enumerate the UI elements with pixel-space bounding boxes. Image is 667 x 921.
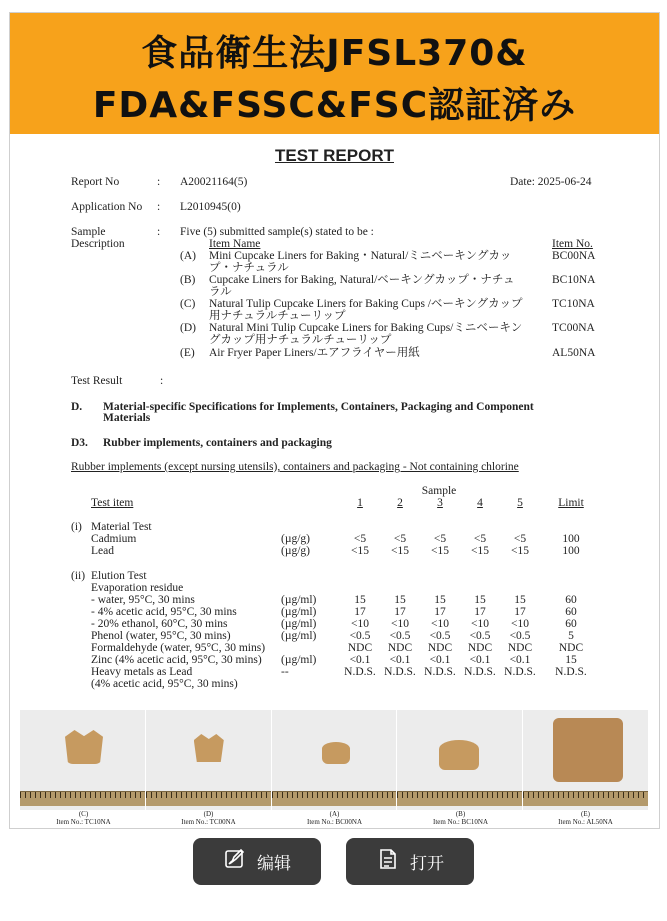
row-unit: (µg/g): [281, 533, 310, 545]
report-title: TEST REPORT: [274, 146, 394, 165]
item-name: Air Fryer Paper Liners/エアフライヤー用紙: [209, 347, 420, 359]
edit-icon: [223, 847, 247, 876]
row-unit: (µg/ml): [281, 606, 317, 618]
row-value: <0.1: [389, 654, 411, 666]
test-result-label: Test Result: [71, 375, 123, 387]
report-date: Date: 2025-06-24: [510, 176, 592, 188]
row-limit: 60: [565, 606, 577, 618]
row-test-item: Heavy metals as Lead: [91, 666, 193, 678]
row-value: N.D.S.: [384, 666, 416, 678]
open-button[interactable]: [346, 838, 474, 885]
row-unit: (µg/ml): [281, 618, 317, 630]
document-icon: [376, 847, 400, 876]
row-value: NDC: [507, 642, 533, 654]
row-test-item: Cadmium: [91, 533, 137, 545]
sample-intro: Five (5) submitted sample(s) stated to be :: [180, 226, 374, 238]
row-value: 15: [394, 594, 406, 606]
row-value: <0.5: [509, 630, 531, 642]
row-value: <15: [471, 545, 489, 557]
ruler: [20, 791, 145, 806]
row-value: NDC: [387, 642, 413, 654]
item-no: TC00NA: [552, 322, 595, 334]
row-test-item: Material Test: [91, 521, 152, 533]
row-value: <0.1: [429, 654, 451, 666]
cupcake-liner-image: [439, 740, 479, 770]
sample-photo: [272, 710, 398, 810]
item-no: BC10NA: [552, 274, 596, 286]
sample-photos: [20, 710, 649, 810]
row-value: <5: [433, 533, 447, 545]
photo-caption: (A) Item No.: BC00NA: [306, 810, 363, 826]
row-value: <15: [431, 545, 449, 557]
item-name-cont: 用ナチュラルチューリップ: [209, 310, 346, 322]
air-fryer-liner-image: [553, 718, 623, 782]
row-value: 15: [474, 594, 486, 606]
tulip-liner-image: [65, 730, 103, 764]
row-value: 17: [514, 606, 526, 618]
row-value: 17: [434, 606, 446, 618]
certification-banner: [10, 13, 659, 134]
photo-caption: (C) Item No.: TC10NA: [56, 810, 111, 826]
row-value: <10: [351, 618, 369, 630]
row-value: 17: [354, 606, 366, 618]
item-no-header: Item No.: [552, 238, 593, 250]
row-test-item: - water, 95°C, 30 mins: [91, 594, 195, 606]
sample-label: Sample: [71, 226, 106, 238]
section-d-title: Material-specific Specifications for Implements, Containers, Packaging and Component: [103, 401, 534, 413]
item-letter: (B): [180, 274, 196, 286]
limit-header: Limit: [558, 497, 584, 509]
report-no-value: A20021164(5): [180, 176, 248, 188]
section-d-title-cont: Materials: [103, 412, 151, 424]
row-limit: 100: [562, 545, 580, 557]
ruler: [397, 791, 522, 806]
row-test-item: Formaldehyde (water, 95°C, 30 mins): [91, 642, 266, 654]
row-test-item: Elution Test: [91, 570, 147, 582]
column-header: 2: [397, 497, 403, 509]
row-value: 15: [434, 594, 446, 606]
tulip-liner-image: [194, 734, 224, 762]
item-name: Cupcake Liners for Baking, Natural/ベーキングカップ・ナチュ: [209, 274, 515, 286]
edit-label: 编辑: [257, 854, 291, 874]
row-value: <0.5: [349, 630, 371, 642]
column-header: 4: [477, 497, 483, 509]
cupcake-liner-image: [322, 742, 350, 764]
row-value: 17: [474, 606, 486, 618]
row-value: N.D.S.: [464, 666, 496, 678]
item-letter: (E): [180, 347, 195, 359]
row-unit: (µg/ml): [281, 594, 317, 606]
colon: :: [157, 226, 161, 238]
row-value: N.D.S.: [424, 666, 456, 678]
row-test-item: (4% acetic acid, 95°C, 30 mins): [91, 678, 238, 690]
row-value: <15: [511, 545, 529, 557]
item-name-cont: グカップ用ナチュラルチューリップ: [209, 334, 392, 346]
row-value: <5: [513, 533, 527, 545]
section-d3-title: Rubber implements, containers and packaging: [103, 437, 332, 449]
row-test-item: Zinc (4% acetic acid, 95°C, 30 mins): [91, 654, 262, 666]
document-preview[interactable]: [9, 12, 660, 829]
application-no-value: L2010945(0): [180, 201, 241, 213]
row-value: <10: [431, 618, 449, 630]
item-no: BC00NA: [552, 250, 596, 262]
sample-photo: [20, 710, 146, 810]
item-letter: (D): [180, 322, 196, 334]
item-name-cont: プ・ナチュラル: [209, 262, 289, 274]
row-unit: (µg/ml): [281, 654, 317, 666]
sample-photo: [523, 710, 649, 810]
ruler: [523, 791, 648, 806]
section-d3-label: D3.: [71, 437, 88, 449]
photo-caption: (D) Item No.: TC00NA: [181, 810, 236, 826]
ruler: [146, 791, 271, 806]
row-test-item: Evaporation residue: [91, 582, 184, 594]
row-test-item: Phenol (water, 95°C, 30 mins): [91, 630, 231, 642]
banner-line-2: FDA&FSSC&FSC認証済み: [92, 85, 577, 126]
photo-caption: (B) Item No.: BC10NA: [432, 810, 489, 826]
row-value: N.D.S.: [344, 666, 376, 678]
item-no: TC10NA: [552, 298, 595, 310]
row-value: <15: [351, 545, 369, 557]
row-value: 15: [514, 594, 526, 606]
row-value: <0.5: [429, 630, 451, 642]
row-test-item: Lead: [91, 545, 114, 557]
colon: :: [157, 176, 161, 188]
ruler: [272, 791, 397, 806]
row-value: <15: [391, 545, 409, 557]
row-limit: 60: [565, 618, 577, 630]
row-value: <5: [473, 533, 487, 545]
test-item-header: Test item: [91, 497, 134, 509]
row-limit: 60: [565, 594, 577, 606]
row-limit: 15: [565, 654, 577, 666]
row-value: <5: [393, 533, 407, 545]
row-value: <10: [511, 618, 529, 630]
report-no-label: Report No: [71, 176, 120, 188]
item-letter: (C): [180, 298, 196, 310]
item-name-header: Item Name: [209, 238, 261, 250]
sample-header: Sample: [421, 485, 457, 497]
column-header: 5: [517, 497, 523, 509]
row-unit: (µg/ml): [281, 630, 317, 642]
edit-button[interactable]: [193, 838, 321, 885]
colon: :: [160, 375, 164, 387]
row-value: <0.1: [509, 654, 531, 666]
banner-line-1: 食品衛生法JFSL370&: [141, 33, 528, 74]
section-d-letter: D.: [71, 401, 83, 413]
row-value: <0.5: [469, 630, 491, 642]
row-value: <0.5: [389, 630, 411, 642]
row-limit: NDC: [558, 642, 584, 654]
open-label: 打开: [410, 854, 444, 874]
row-unit: --: [281, 666, 289, 678]
row-value: NDC: [427, 642, 453, 654]
row-value: <5: [353, 533, 367, 545]
subheading: Rubber implements (except nursing utensils), containers and packaging - Not containing chlorine: [71, 461, 519, 473]
row-value: 15: [354, 594, 366, 606]
description-label: Description: [71, 238, 125, 250]
item-letter: (A): [180, 250, 196, 262]
item-name-cont: ラル: [209, 286, 232, 298]
column-header: 1: [357, 497, 363, 509]
row-value: N.D.S.: [504, 666, 536, 678]
column-header: 3: [437, 497, 443, 509]
sample-photo: [397, 710, 523, 810]
row-limit: N.D.S.: [555, 666, 587, 678]
row-unit: (µg/g): [281, 545, 310, 557]
row-tag: (i): [71, 521, 82, 533]
row-value: <0.1: [469, 654, 491, 666]
row-test-item: - 4% acetic acid, 95°C, 30 mins: [91, 606, 237, 618]
row-value: NDC: [347, 642, 373, 654]
item-name: Natural Mini Tulip Cupcake Liners for Baking Cups/ミニベーキン: [209, 322, 523, 334]
row-limit: 100: [562, 533, 580, 545]
item-no: AL50NA: [552, 347, 596, 359]
photo-caption: (E) Item No.: AL50NA: [558, 810, 613, 826]
application-no-label: Application No: [71, 201, 143, 213]
sample-photo: [146, 710, 272, 810]
row-value: <10: [471, 618, 489, 630]
item-name: Natural Tulip Cupcake Liners for Baking Cups /ベーキングカップ: [209, 298, 523, 310]
row-value: <10: [391, 618, 409, 630]
row-value: 17: [394, 606, 406, 618]
colon: :: [157, 201, 161, 213]
item-name: Mini Cupcake Liners for Baking・Natural/ミニベーキングカッ: [209, 250, 512, 262]
row-value: NDC: [467, 642, 493, 654]
row-value: <0.1: [349, 654, 371, 666]
row-tag: (ii): [71, 570, 86, 582]
row-limit: 5: [568, 630, 574, 642]
row-test-item: - 20% ethanol, 60°C, 30 mins: [91, 618, 228, 630]
